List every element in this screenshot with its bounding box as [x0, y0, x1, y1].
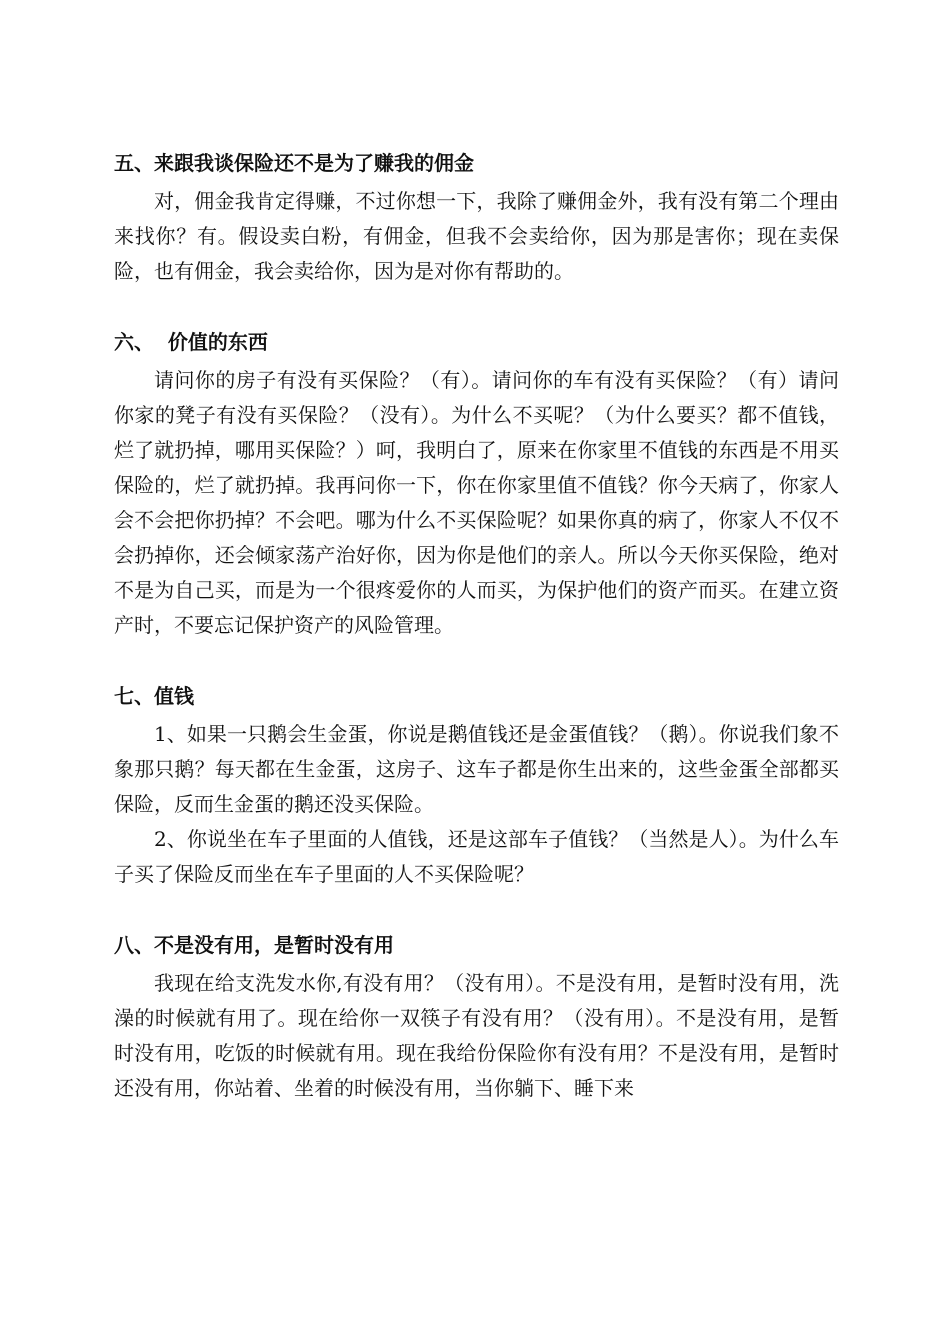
section-heading: 五、来跟我谈保险还不是为了赚我的佣金 — [114, 151, 474, 175]
section-paragraph: 请问你的房子有没有买保险？（有）。请问你的车有没有买保险？（有）请问你家的凳子有没有买保险？（没有）。为什么不买呢？（为什么要买？都不值钱，烂了就扔掉，哪用买保险？）呵，我明白了，原来在你家里不值钱的东西是不用买保险的，烂了就扔掉。我再问你一下，你在你家里值不值钱？你今天病了，你家人会不会把你扔掉？不会吧。哪为什么不买保险呢？如果你真的病了，你家人不仅不会扔掉你，还会倾家荡产治好你，因为你是他们的亲人。所以今天你买保险，绝对不是为自己买，而是为一个很疼爱你的人而买，为保护他们的资产而买。在建立资产时，不要忘记保护资产的风险管理。 — [114, 368, 839, 637]
section-7 — [114, 683, 839, 892]
section-8 — [114, 932, 839, 1106]
section-5 — [114, 150, 839, 289]
section-paragraph: 我现在给支洗发水你,有没有用？（没有用）。不是没有用，是暂时没有用，洗澡的时候就有用了。现在给你一双筷子有没有用？（没有用）。不是没有用，是暂时没有用，吃饭的时候就有用。现在我给份保险你有没有用？不是没有用，是暂时还没有用，你站着、坐着的时候没有用，当你躺下、睡下来 — [114, 971, 839, 1100]
section-paragraph: 1、如果一只鹅会生金蛋，你说是鹅值钱还是金蛋值钱？（鹅）。你说我们象不象那只鹅？每天都在生金蛋，这房子、这车子都是你生出来的，这些金蛋全部都买保险，反而生金蛋的鹅还没买保险。 — [114, 722, 839, 816]
section-paragraph: 对，佣金我肯定得赚，不过你想一下，我除了赚佣金外，我有没有第二个理由来找你？有。假设卖白粉，有佣金，但我不会卖给你，因为那是害你；现在卖保险，也有佣金，我会卖给你，因为是对你有帮助的。 — [114, 189, 839, 283]
section-heading: 八、不是没有用，是暂时没有用 — [114, 933, 394, 957]
section-heading: 七、值钱 — [114, 684, 194, 708]
document-page — [114, 150, 839, 1146]
section-heading: 六、 价值的东西 — [114, 330, 268, 354]
section-6 — [114, 329, 839, 643]
section-paragraph: 2、你说坐在车子里面的人值钱，还是这部车子值钱？（当然是人）。为什么车子买了保险反而坐在车子里面的人不买保险呢？ — [114, 827, 839, 886]
